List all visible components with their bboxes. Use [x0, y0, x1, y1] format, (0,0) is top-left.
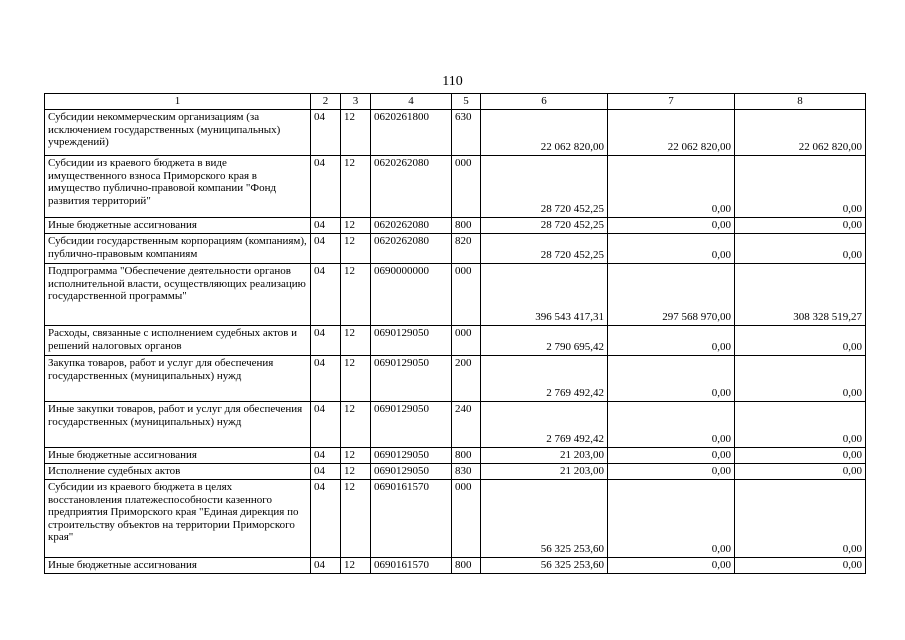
- cell-amount-col7: 297 568 970,00: [608, 264, 735, 326]
- cell-name: Иные бюджетные ассигнования: [45, 218, 311, 234]
- cell-amount-col8: 0,00: [735, 326, 866, 356]
- cell-name: Закупка товаров, работ и услуг для обеспечения государственных (муниципальных) нужд: [45, 356, 311, 402]
- cell-amount-col6: 2 790 695,42: [481, 326, 608, 356]
- cell-name: Иные закупки товаров, работ и услуг для обеспечения государственных (муниципальных) нужд: [45, 402, 311, 448]
- cell-expense-type: 240: [452, 402, 481, 448]
- cell-amount-col6: 21 203,00: [481, 448, 608, 464]
- cell-amount-col7: 0,00: [608, 326, 735, 356]
- cell-amount-col6: 2 769 492,42: [481, 402, 608, 448]
- table-header-row: [45, 94, 866, 110]
- cell-section: 04: [311, 326, 341, 356]
- table-row: [45, 356, 866, 402]
- column-header: 4: [371, 94, 452, 110]
- cell-name: Иные бюджетные ассигнования: [45, 448, 311, 464]
- table-row: [45, 234, 866, 264]
- cell-amount-col8: 0,00: [735, 480, 866, 558]
- cell-expense-type: 000: [452, 326, 481, 356]
- cell-amount-col6: 56 325 253,60: [481, 558, 608, 574]
- cell-section: 04: [311, 558, 341, 574]
- cell-amount-col8: 308 328 519,27: [735, 264, 866, 326]
- cell-amount-col7: 0,00: [608, 402, 735, 448]
- cell-subsection: 12: [341, 402, 371, 448]
- column-header: 1: [45, 94, 311, 110]
- cell-expense-type: 800: [452, 448, 481, 464]
- cell-subsection: 12: [341, 234, 371, 264]
- cell-section: 04: [311, 402, 341, 448]
- cell-amount-col7: 0,00: [608, 558, 735, 574]
- cell-amount-col8: 0,00: [735, 558, 866, 574]
- cell-name: Субсидии государственным корпорациям (компаниям), публично-правовым компаниям: [45, 234, 311, 264]
- cell-expense-type: 000: [452, 480, 481, 558]
- cell-amount-col6: 28 720 452,25: [481, 156, 608, 218]
- cell-amount-col6: 56 325 253,60: [481, 480, 608, 558]
- cell-expense-type: 200: [452, 356, 481, 402]
- cell-section: 04: [311, 356, 341, 402]
- cell-amount-col7: 0,00: [608, 464, 735, 480]
- cell-section: 04: [311, 156, 341, 218]
- cell-section: 04: [311, 264, 341, 326]
- cell-target-article: 0690129050: [371, 448, 452, 464]
- table-row: [45, 464, 866, 480]
- cell-expense-type: 800: [452, 218, 481, 234]
- cell-target-article: 0690129050: [371, 326, 452, 356]
- cell-name: Подпрограмма "Обеспечение деятельности органов исполнительной власти, осуществляющих реализацию государственной программы": [45, 264, 311, 326]
- cell-expense-type: 830: [452, 464, 481, 480]
- cell-target-article: 0690000000: [371, 264, 452, 326]
- table-row: [45, 480, 866, 558]
- cell-target-article: 0620262080: [371, 218, 452, 234]
- cell-name: Иные бюджетные ассигнования: [45, 558, 311, 574]
- cell-amount-col6: 21 203,00: [481, 464, 608, 480]
- cell-section: 04: [311, 464, 341, 480]
- cell-amount-col8: 0,00: [735, 356, 866, 402]
- cell-section: 04: [311, 234, 341, 264]
- cell-section: 04: [311, 218, 341, 234]
- table-row: [45, 558, 866, 574]
- table-row: [45, 264, 866, 326]
- cell-section: 04: [311, 448, 341, 464]
- cell-subsection: 12: [341, 110, 371, 156]
- cell-amount-col8: 22 062 820,00: [735, 110, 866, 156]
- cell-subsection: 12: [341, 326, 371, 356]
- table-row: [45, 448, 866, 464]
- cell-expense-type: 000: [452, 264, 481, 326]
- cell-subsection: 12: [341, 156, 371, 218]
- column-header: 2: [311, 94, 341, 110]
- cell-name: Исполнение судебных актов: [45, 464, 311, 480]
- cell-section: 04: [311, 110, 341, 156]
- cell-target-article: 0620262080: [371, 234, 452, 264]
- table-row: [45, 402, 866, 448]
- cell-amount-col7: 0,00: [608, 480, 735, 558]
- cell-target-article: 0690161570: [371, 558, 452, 574]
- cell-amount-col8: 0,00: [735, 402, 866, 448]
- column-header: 3: [341, 94, 371, 110]
- cell-amount-col7: 0,00: [608, 448, 735, 464]
- cell-amount-col6: 28 720 452,25: [481, 218, 608, 234]
- cell-subsection: 12: [341, 464, 371, 480]
- cell-expense-type: 630: [452, 110, 481, 156]
- cell-amount-col7: 22 062 820,00: [608, 110, 735, 156]
- cell-name: Субсидии из краевого бюджета в целях восстановления платежеспособности казенного предприятия Приморского края "Единая дирекция по строительству объектов на территории Приморского края": [45, 480, 311, 558]
- cell-subsection: 12: [341, 480, 371, 558]
- cell-target-article: 0690129050: [371, 464, 452, 480]
- column-header: 8: [735, 94, 866, 110]
- budget-table: [44, 93, 866, 574]
- cell-amount-col8: 0,00: [735, 448, 866, 464]
- column-header: 7: [608, 94, 735, 110]
- cell-subsection: 12: [341, 218, 371, 234]
- cell-amount-col8: 0,00: [735, 156, 866, 218]
- column-header: 6: [481, 94, 608, 110]
- cell-name: Расходы, связанные с исполнением судебных актов и решений налоговых органов: [45, 326, 311, 356]
- cell-subsection: 12: [341, 448, 371, 464]
- cell-name: Субсидии из краевого бюджета в виде имущественного взноса Приморского края в имущество публично-правовой компании "Фонд развития территорий": [45, 156, 311, 218]
- page-number: 110: [442, 74, 463, 89]
- table-row: [45, 156, 866, 218]
- cell-target-article: 0620262080: [371, 156, 452, 218]
- cell-amount-col6: 28 720 452,25: [481, 234, 608, 264]
- cell-amount-col7: 0,00: [608, 356, 735, 402]
- cell-amount-col6: 2 769 492,42: [481, 356, 608, 402]
- cell-amount-col7: 0,00: [608, 218, 735, 234]
- cell-subsection: 12: [341, 264, 371, 326]
- cell-target-article: 0690129050: [371, 356, 452, 402]
- cell-amount-col7: 0,00: [608, 234, 735, 264]
- cell-subsection: 12: [341, 356, 371, 402]
- cell-subsection: 12: [341, 558, 371, 574]
- cell-amount-col6: 22 062 820,00: [481, 110, 608, 156]
- cell-expense-type: 800: [452, 558, 481, 574]
- table-row: [45, 110, 866, 156]
- cell-target-article: 0620261800: [371, 110, 452, 156]
- table-row: [45, 326, 866, 356]
- cell-name: Субсидии некоммерческим организациям (за исключением государственных (муниципальных) учреждений): [45, 110, 311, 156]
- cell-amount-col8: 0,00: [735, 464, 866, 480]
- cell-target-article: 0690161570: [371, 480, 452, 558]
- cell-amount-col6: 396 543 417,31: [481, 264, 608, 326]
- cell-expense-type: 820: [452, 234, 481, 264]
- cell-section: 04: [311, 480, 341, 558]
- cell-target-article: 0690129050: [371, 402, 452, 448]
- cell-amount-col7: 0,00: [608, 156, 735, 218]
- column-header: 5: [452, 94, 481, 110]
- cell-amount-col8: 0,00: [735, 234, 866, 264]
- table-row: [45, 218, 866, 234]
- cell-amount-col8: 0,00: [735, 218, 866, 234]
- cell-expense-type: 000: [452, 156, 481, 218]
